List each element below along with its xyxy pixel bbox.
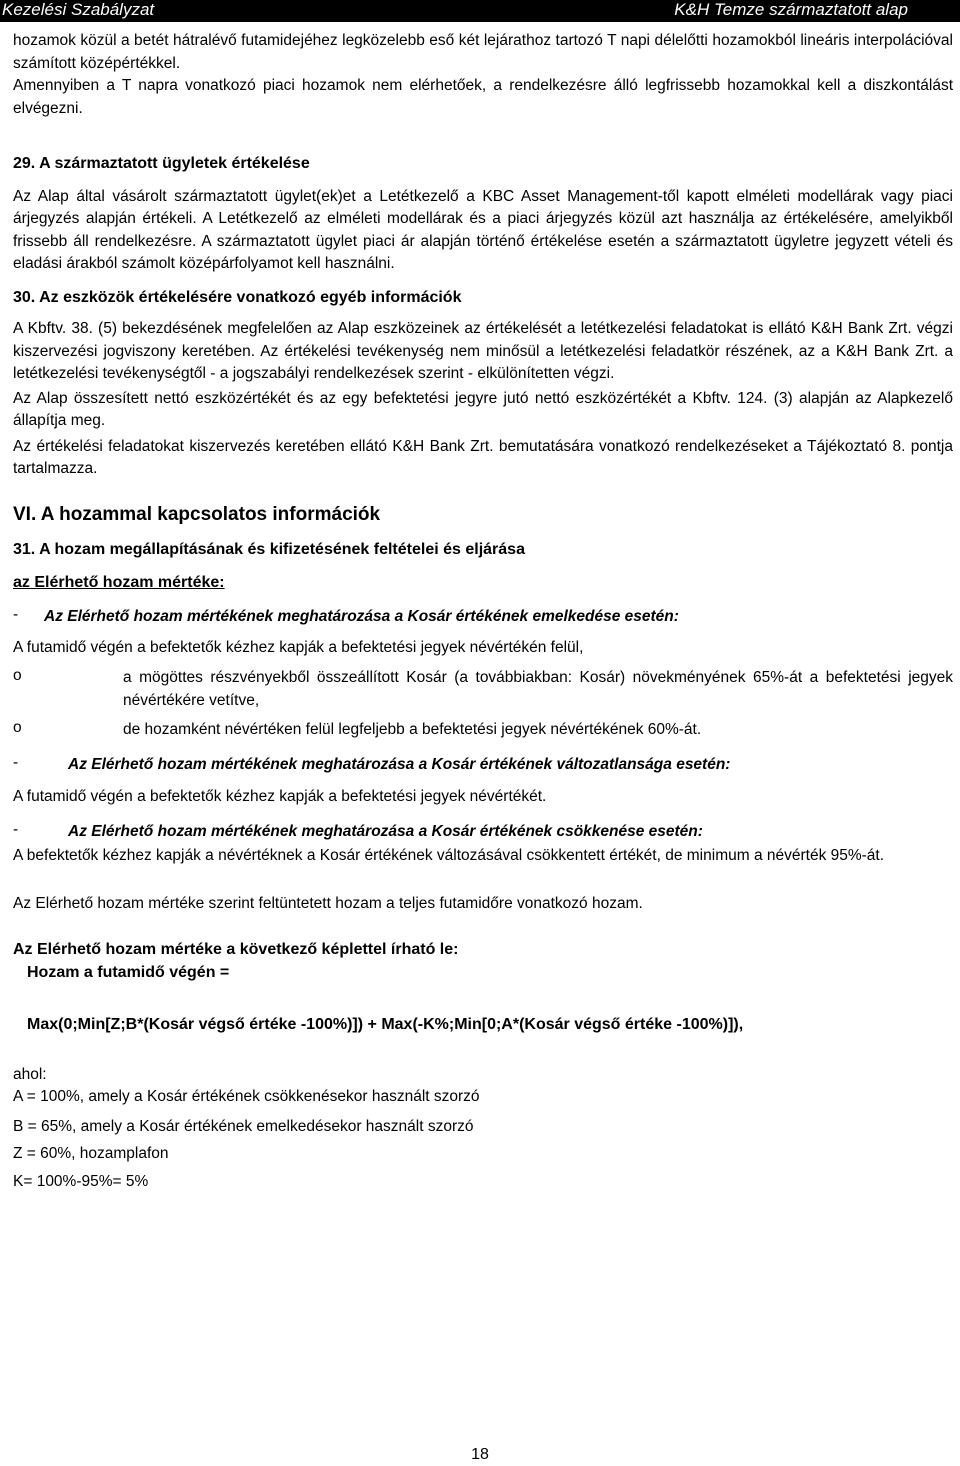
definition-a: A = 100%, amely a Kosár értékének csökkenésekor használt szorzó	[13, 1088, 480, 1105]
case-increase-dash: -	[13, 606, 19, 623]
list-item	[13, 667, 953, 712]
definition-k: K= 100%-95%= 5%	[13, 1172, 149, 1190]
bullet-marker: o	[13, 667, 22, 684]
yield-summary: Az Elérhető hozam mértéke szerint feltüntetett hozam a teljes futamidőre vonatkozó hozam.	[13, 894, 643, 912]
bullet-text: a mögöttes részvényekből összeállított Kosár (a továbbiakban: Kosár) növekményének 65%-át a befektetési jegyek névértékére vetítve,	[123, 669, 953, 709]
case-decrease-heading	[13, 821, 953, 844]
formula-lhs: Hozam a futamidő végén =	[27, 963, 230, 981]
definition-z: Z = 60%, hozamplafon	[13, 1145, 169, 1162]
case-decrease-dash: -	[13, 820, 19, 838]
formula-intro: Az Elérhető hozam mértéke a következő képlettel írható le:	[13, 941, 459, 958]
case-unchanged-title: Az Elérhető hozam mértékének meghatározása a Kosár értékének változatlansága esetén:	[68, 755, 731, 773]
document-body	[13, 30, 953, 1193]
case-unchanged-text: A futamidő végén a befektetők kézhez kapják a befektetési jegyek névértékét.	[13, 788, 547, 805]
definition-b: B = 65%, amely a Kosár értékének emelkedésekor használt szorzó	[13, 1117, 474, 1135]
intro-paragraph-1: hozamok közül a betét hátralévő futamidejéhez legközelebb eső két lejárathoz tartozó T napi délelőtti hozamokból lineáris interpolációval számított középértékkel.	[13, 32, 953, 72]
section-30-paragraph-2: Az Alap összesített nettó eszközértékét és az egy befektetési jegyre jutó nettó eszközértékét a Kbftv. 124. (3) alapján az Alapkezelő állapítja meg.	[13, 389, 953, 429]
bullet-marker: o	[13, 719, 22, 736]
chapter-vi-heading: VI. A hozammal kapcsolatos információk	[13, 503, 381, 525]
list-item	[13, 719, 953, 742]
section-30-heading: 30. Az eszközök értékelésére vonatkozó egyéb információk	[13, 288, 462, 306]
section-30-paragraph-1: A Kbftv. 38. (5) bekezdésének megfelelően az Alap eszközeinek az értékelését a letétkezelési feladatokat is ellátó K&H Bank Zrt. végzi kiszervezési jogviszony keretében. Az értékelési tevékenység nem minősül a letétkezelési feladatkör részének, az a K&H Bank Zrt. a letétkezelési tevékenységtől - a jogszabályi rendelkezések szerint - elkülönítetten végzi.	[13, 320, 953, 382]
bullet-text: de hozamként névértéken felül legfeljebb a befektetési jegyek névértékének 60%-át.	[123, 721, 702, 738]
page-header	[0, 0, 960, 22]
case-decrease-text: A befektetők kézhez kapják a névértéknek a Kosár értékének változásával csökkentett értékét, de minimum a névérték 95%-át.	[13, 847, 885, 864]
section-29-heading: 29. A származtatott ügyletek értékelése	[13, 155, 310, 172]
page-number: 18	[471, 1446, 489, 1463]
case-increase-text: A futamidő végén a befektetők kézhez kapják a befektetési jegyek névértékén felül,	[13, 638, 584, 656]
section-31-heading: 31. A hozam megállapításának és kifizetésének feltételei és eljárása	[13, 541, 525, 558]
case-unchanged-dash: -	[13, 753, 19, 771]
case-increase-heading	[13, 606, 953, 629]
yield-subtitle: az Elérhető hozam mértéke:	[13, 573, 225, 591]
case-unchanged-heading	[13, 754, 953, 777]
section-30-paragraph-3: Az értékelési feladatokat kiszervezés keretében ellátó K&H Bank Zrt. bemutatására vonatkozó rendelkezéseket a Tájékoztató 8. pontja tartalmazza.	[13, 437, 953, 477]
where-label: ahol:	[13, 1065, 47, 1083]
case-decrease-title: Az Elérhető hozam mértékének meghatározása a Kosár értékének csökkenése esetén:	[68, 822, 703, 840]
header-right-title: K&H Temze származtatott alap	[674, 0, 908, 19]
header-left-title: Kezelési Szabályzat	[2, 0, 155, 19]
yield-formula: Max(0;Min[Z;B*(Kosár végső értéke -100%)]) + Max(-K%;Min[0;A*(Kosár végső értéke -100%)]),	[27, 1016, 744, 1033]
section-29-body: Az Alap által vásárolt származtatott ügylet(ek)et a Letétkezelő a KBC Asset Management-től kapott elméleti modellárak vagy piaci árjegyzés alapján értékeli. A Letétkezelő az elméleti modellárak és a piaci árjegyzés közül azt használja az értékelésére, amelyikből frissebb áll rendelkezésre. A származtatott ügylet piaci ár alapján történő értékelése esetén a származtatott ügyletre jegyzett vételi és eladási árakból számolt középárfolyamot kell használni.	[13, 187, 953, 272]
case-increase-title: Az Elérhető hozam mértékének meghatározása a Kosár értékének emelkedése esetén:	[44, 608, 679, 625]
intro-paragraph-2: Amennyiben a T napra vonatkozó piaci hozamok nem elérhetőek, a rendelkezésre álló legfrissebb hozamokkal kell a diszkontálást elvégezni.	[13, 77, 953, 117]
